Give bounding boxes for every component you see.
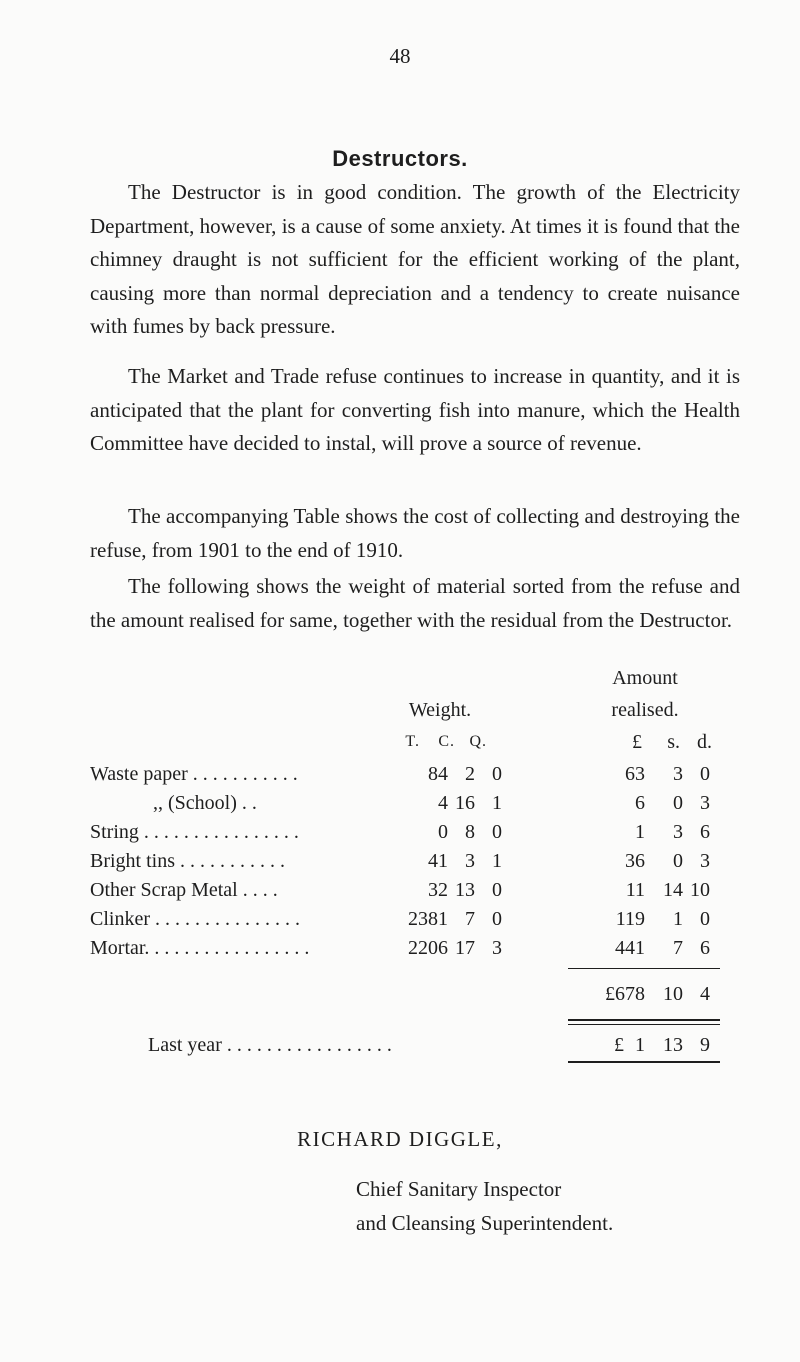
pounds: 11 [625,879,645,901]
cwt: 8 [465,821,475,843]
last-year-currency: £ [614,1034,624,1056]
double-rule-top [568,1019,720,1021]
shillings: 3 [673,821,683,843]
pounds: 63 [625,763,645,785]
tons: 32 [428,879,448,901]
qr: 0 [492,821,502,843]
cwt: 3 [465,850,475,872]
amount-header: Amount [612,667,678,689]
pounds: 6 [635,792,645,814]
qr: 0 [492,879,502,901]
pence: 6 [700,821,710,843]
total-pence: 4 [700,983,710,1005]
unit-pounds: £ [632,731,642,753]
last-year-rule [568,1061,720,1063]
pence: 0 [700,908,710,930]
row-label: Clinker . . . . . . . . . . . . . . . [90,908,300,930]
qr: 0 [492,908,502,930]
total-pounds: £678 [605,983,645,1005]
last-year-shillings: 13 [663,1034,683,1056]
paragraph-destructor-condition: The Destructor is in good condition. The growth of the Electricity Department, however, is a cause of some anxiety. At times it is found that the chimney draught is not sufficient for the efficient working of the plant, causing more than normal depreciation and a tendency to create nuisance with fumes by back pressure. [90,180,740,338]
total-rule [568,968,720,969]
signatory-title-line-1: Chief Sanitary Inspector [356,1177,562,1201]
qr: 0 [492,763,502,785]
pence: 0 [700,763,710,785]
row-label: Waste paper . . . . . . . . . . . [90,763,298,785]
unit-pence: d. [697,731,712,753]
qr: 1 [492,850,502,872]
tons: 41 [428,850,448,872]
row-label: Bright tins . . . . . . . . . . . [90,850,286,872]
pence: 3 [700,850,710,872]
qr: 1 [492,792,502,814]
tons: 2381 [408,908,448,930]
weight-header: Weight. [408,699,472,721]
row-label: String . . . . . . . . . . . . . . . . [90,821,299,843]
unit-shillings: s. [667,731,680,753]
last-year-label: Last year . . . . . . . . . . . . . . . . . [148,1034,392,1056]
pence: 3 [700,792,710,814]
tons: 0 [438,821,448,843]
cwt: 7 [465,908,475,930]
double-rule-bottom [568,1024,720,1025]
page-number: 48 [389,44,411,68]
qr: 3 [492,937,502,959]
paragraph-weight-material: The following shows the weight of material sorted from the refuse and the amount realised for same, together with the residual from the Destructor. [90,574,740,632]
shillings: 0 [673,792,683,814]
realised-header: realised. [611,699,679,721]
cwt: 13 [455,879,475,901]
shillings: 14 [663,879,683,901]
pence: 6 [700,937,710,959]
pounds: 119 [615,908,645,930]
signatory-title-line-2: and Cleansing Superintendent. [356,1211,614,1235]
shillings: 7 [673,937,683,959]
cwt: 17 [455,937,475,959]
unit-tons: T. [405,733,420,750]
row-label: Other Scrap Metal . . . . [90,879,278,901]
last-year-pounds: 1 [635,1034,645,1056]
cwt: 16 [455,792,475,814]
tons: 4 [438,792,448,814]
signatory-name: RICHARD DIGGLE, [297,1127,503,1151]
row-label: Mortar. . . . . . . . . . . . . . . . . [90,937,310,959]
tons: 84 [428,763,448,785]
shillings: 1 [673,908,683,930]
last-year-pence: 9 [700,1034,710,1056]
paragraph-market-refuse: The Market and Trade refuse continues to increase in quantity, and it is anticipated that the plant for converting fish into manure, which the Health Committee have decided to instal, will prove a source of revenue. [90,364,740,455]
unit-qr: Q. [469,733,487,750]
pounds: 36 [625,850,645,872]
tons: 2206 [408,937,448,959]
pounds: 441 [615,937,645,959]
cwt: 2 [465,763,475,785]
unit-cwt: C. [438,733,455,750]
pounds: 1 [635,821,645,843]
section-heading: Destructors. [332,146,468,171]
total-shillings: 10 [663,983,683,1005]
paragraph-cost-table: The accompanying Table shows the cost of collecting and destroying the refuse, from 1901 to the end of 1910. [90,504,740,562]
shillings: 0 [673,850,683,872]
row-label: ,, (School) . . [153,792,257,814]
pence: 10 [690,879,710,901]
shillings: 3 [673,763,683,785]
